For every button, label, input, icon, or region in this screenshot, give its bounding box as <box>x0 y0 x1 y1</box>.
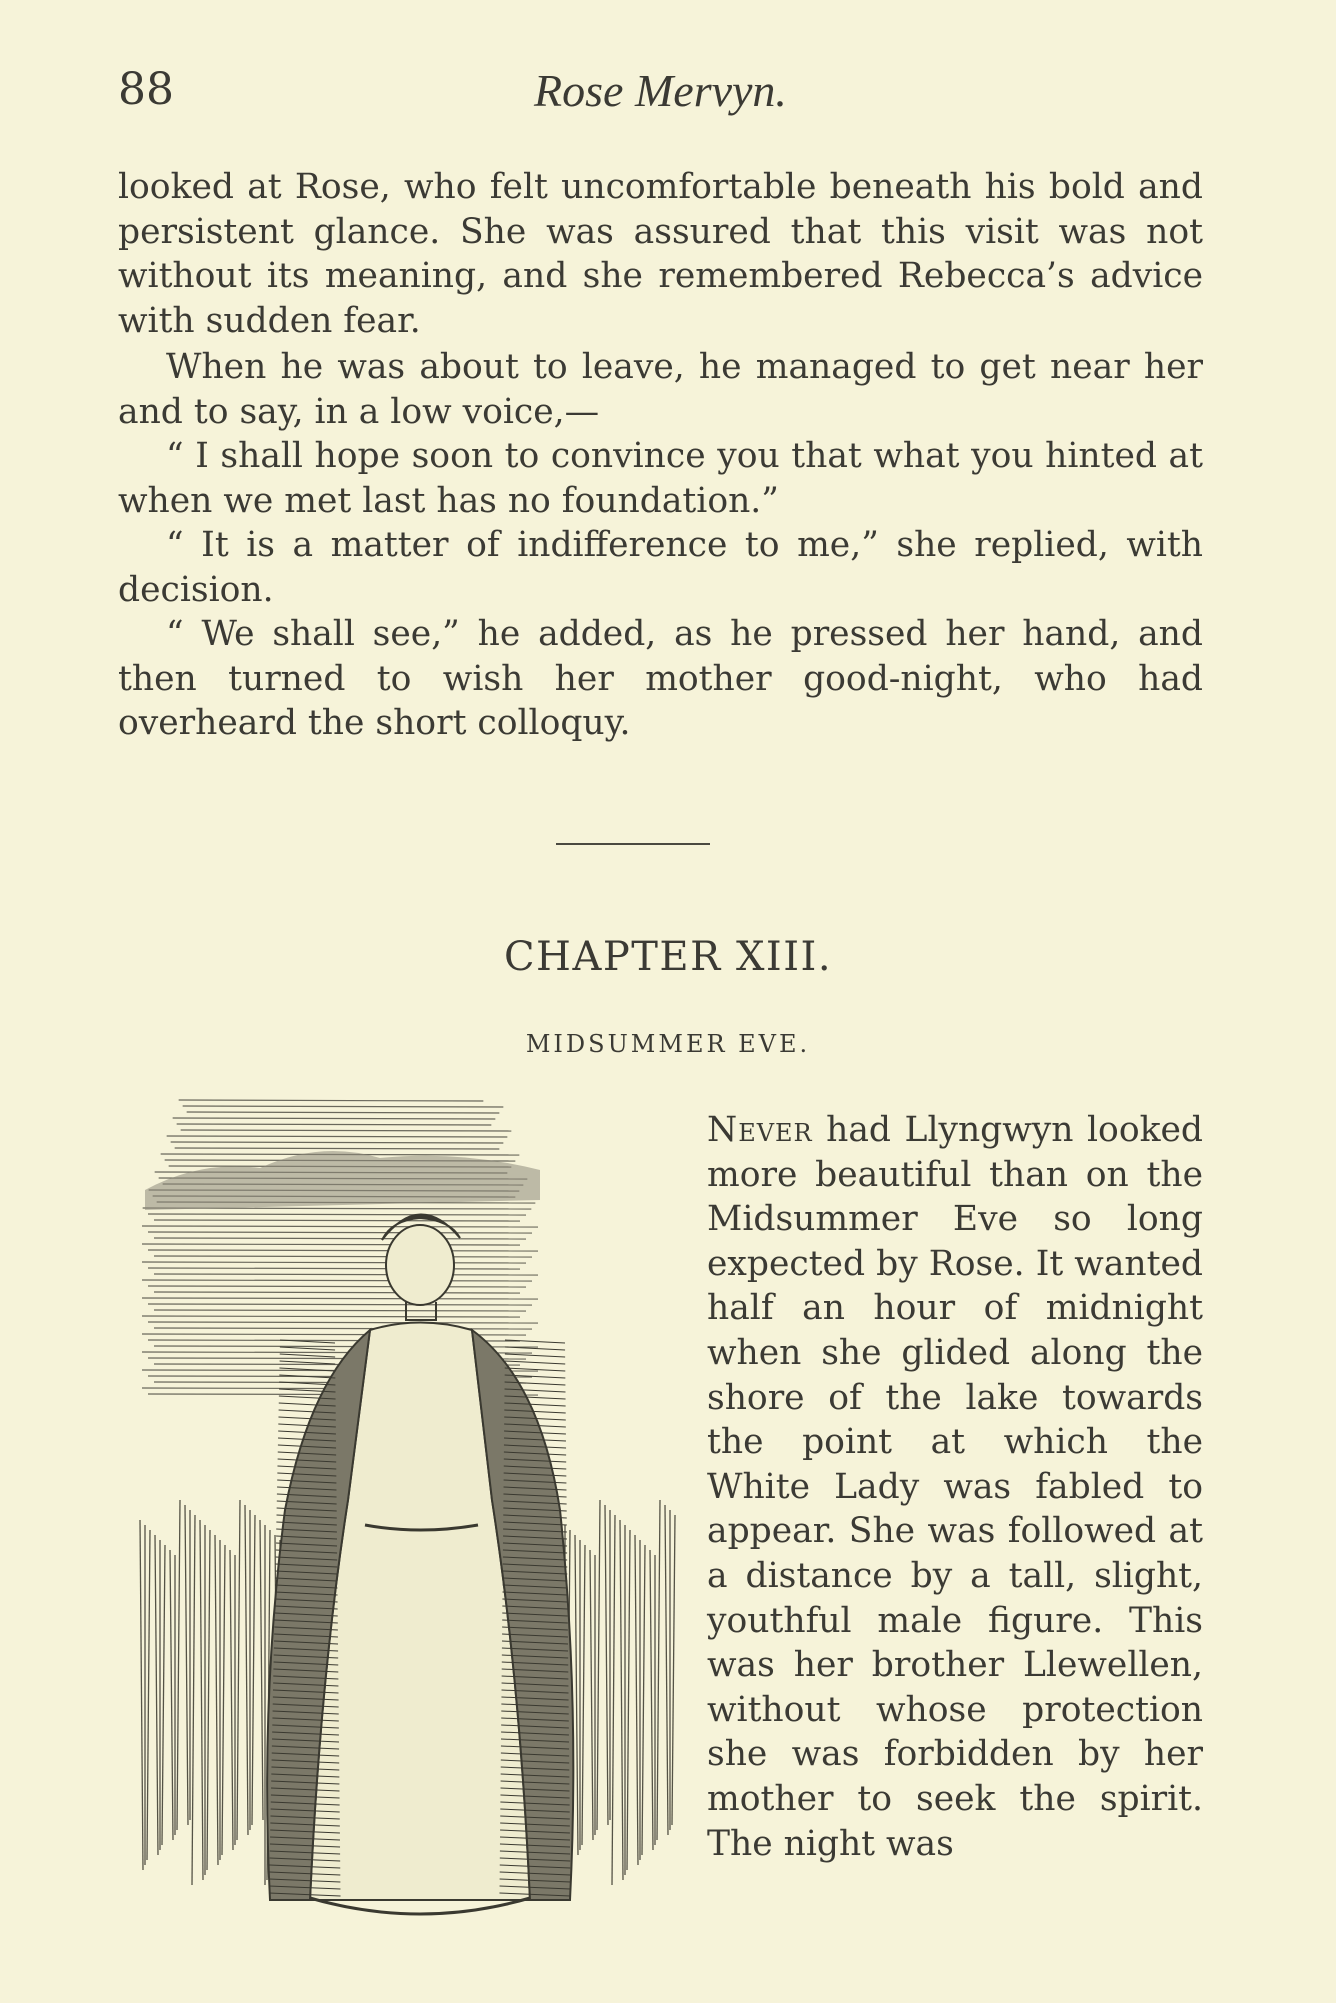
chapter-heading: CHAPTER XIII. <box>503 934 833 980</box>
paragraph-1: looked at Rose, who felt uncomfortable beneath his bold and persistent glance. She was assured that this visit was not without its meaning, and she remembered Rebecca’s advice with sudden fear. <box>118 167 1203 341</box>
paragraph-2: When he was about to leave, he managed to get near her and to say, in a low voice,— <box>118 347 1203 432</box>
page-number: 88 <box>118 64 174 115</box>
paragraph-3: “ I shall hope soon to convince you that what you hinted at when we met last has no foundation.” <box>118 436 1203 521</box>
drop-lead-word: Never <box>707 1110 813 1150</box>
paragraph-5: “ We shall see,” he added, as he pressed her hand, and then turned to wish her mother good-night, who had overheard the short colloquy. <box>118 614 1203 743</box>
chapter-opening-body: had Llyngwyn looked more beautiful than on the Midsummer Eve so long expected by Rose. It wanted half an hour of midnight when she glided along the shore of the lake towards the point at which the White Lady was fabled to appear. She was followed at a distance by a tall, slight, youthful male figure. This was her brother Llewellen, without whose protection she was forbidden by her mother to seek the spirit. The night was <box>707 1110 1203 1864</box>
running-head <box>118 64 1203 124</box>
paragraph-4: “ It is a matter of indifference to me,” she replied, with decision. <box>118 525 1203 610</box>
woman-on-lakeshore-engraving-icon <box>120 1080 695 1960</box>
running-title: Rose Mervyn. <box>534 65 787 116</box>
chapter-opening-text <box>707 1108 1203 1866</box>
chapter-subtitle: MIDSUMMER EVE. <box>525 1030 811 1058</box>
section-divider <box>556 843 710 845</box>
